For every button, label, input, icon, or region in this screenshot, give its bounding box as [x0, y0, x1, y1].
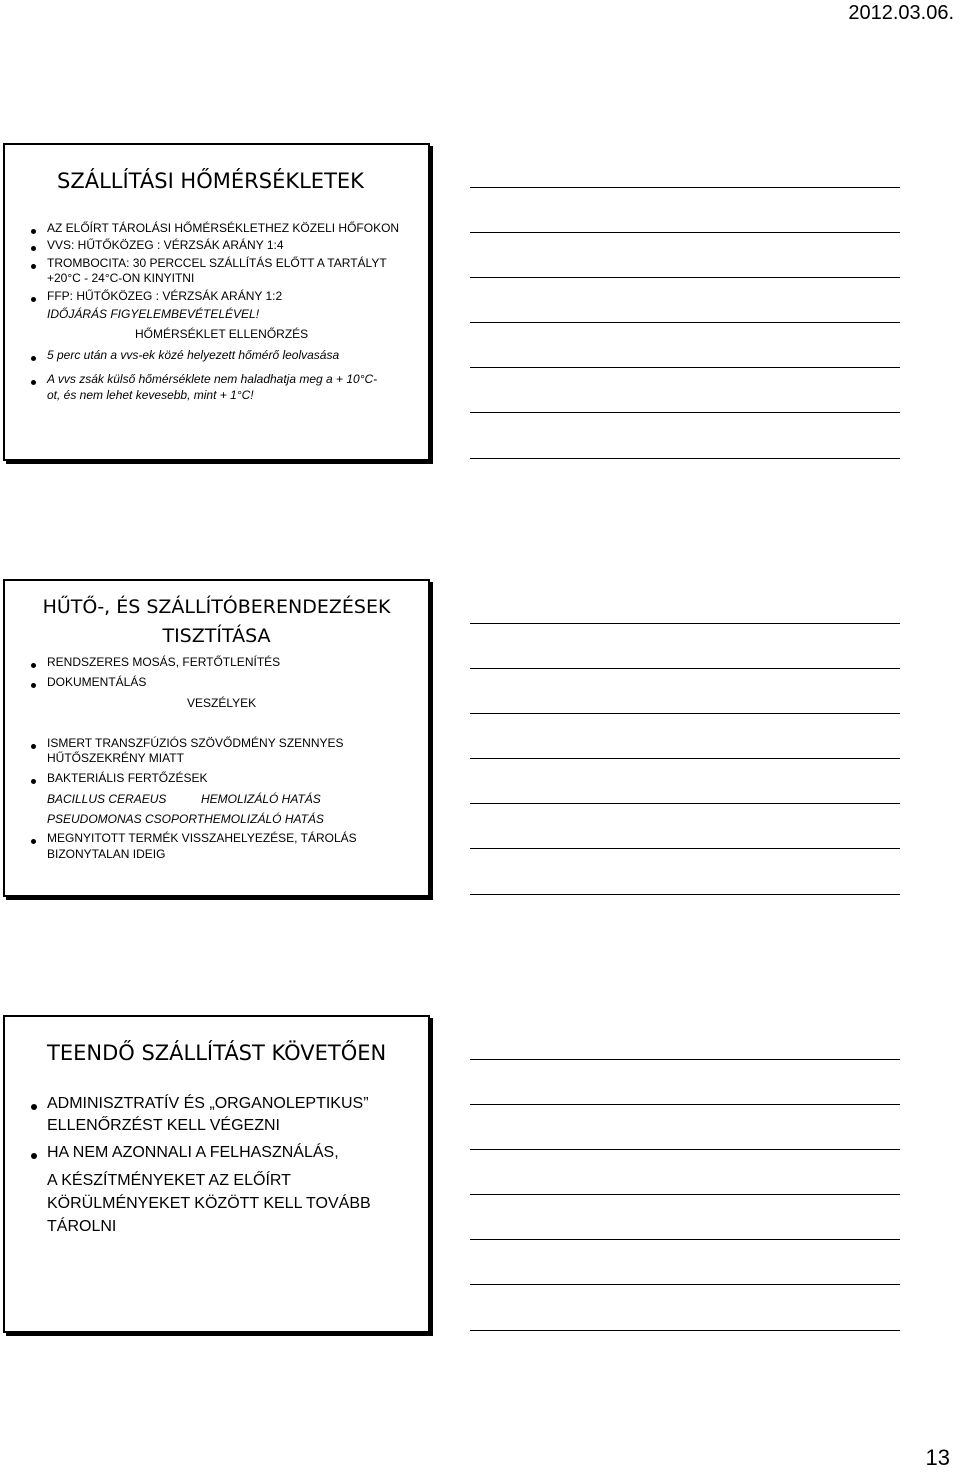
- note-line: [470, 1194, 900, 1195]
- note-line: [470, 713, 900, 714]
- note-line: [470, 1104, 900, 1105]
- note-line: [470, 1059, 900, 1060]
- slide-2: [3, 579, 430, 897]
- slide-2-title-line1: HŰTŐ-, ÉS SZÁLLÍTÓBERENDEZÉSEK: [42, 596, 391, 618]
- note-line: [470, 848, 900, 849]
- slide-3-item: ADMINISZTRATÍV ÉS „ORGANOLEPTIKUS”: [47, 1095, 369, 1112]
- slide-3-item: HA NEM AZONNALI A FELHASZNÁLÁS,: [47, 1144, 339, 1161]
- slide-3: [3, 1015, 430, 1333]
- slide-1-item: TROMBOCITA: 30 PERCCEL SZÁLLÍTÁS ELŐTT A TARTÁLYT: [47, 256, 387, 270]
- slide-1-title: SZÁLLÍTÁSI HŐMÉRSÉKLETEK: [57, 169, 364, 193]
- slide-1-item: A vvs zsák külső hőmérséklete nem haladhatja meg a + 10°C-: [47, 372, 378, 386]
- slide-2-item: MEGNYITOTT TERMÉK VISSZAHELYEZÉSE, TÁROLÁS: [47, 831, 357, 845]
- bullet-icon: [31, 356, 36, 361]
- slide-2-subheading: VESZÉLYEK: [187, 696, 257, 710]
- slide-3-item: KÖRÜLMÉNYEKET KÖZÖTT KELL TOVÁBB: [47, 1195, 371, 1212]
- slide-1-item: FFP: HŰTŐKÖZEG : VÉRZSÁK ARÁNY 1:2: [47, 289, 283, 303]
- note-line: [470, 187, 900, 188]
- slide-1-subheading: HŐMÉRSÉKLET ELLENŐRZÉS: [135, 327, 309, 341]
- slide-2-item: HEMOLIZÁLÓ HATÁS: [201, 792, 321, 806]
- page-date: 2012.03.06.: [848, 2, 954, 24]
- slide-2-title-line2: TISZTÍTÁSA: [162, 625, 271, 647]
- note-line: [470, 367, 900, 368]
- slide-2-item: BACILLUS CERAEUS: [47, 792, 167, 806]
- note-line: [470, 894, 900, 895]
- slide-1-item: 5 perc után a vvs-ek közé helyezett hőmérő leolvasása: [47, 348, 340, 362]
- bullet-icon: [31, 663, 36, 668]
- note-line: [470, 758, 900, 759]
- slide-2-item: RENDSZERES MOSÁS, FERTŐTLENÍTÉS: [47, 655, 281, 669]
- slide-2-item: PSEUDOMONAS CSOPORTHEMOLIZÁLÓ HATÁS: [47, 812, 324, 826]
- note-line: [470, 1284, 900, 1285]
- page-number: 13: [925, 1445, 950, 1470]
- slide-1-item: VVS: HŰTŐKÖZEG : VÉRZSÁK ARÁNY 1:4: [47, 238, 284, 252]
- slide-1-item: AZ ELŐÍRT TÁROLÁSI HŐMÉRSÉKLETHEZ KÖZELI HŐFOKON: [47, 221, 400, 235]
- note-line: [470, 232, 900, 233]
- slide-2-item: DOKUMENTÁLÁS: [47, 675, 147, 689]
- slide-1: [3, 143, 430, 461]
- note-line: [470, 668, 900, 669]
- slide-2-item: ISMERT TRANSZFÚZIÓS SZÖVŐDMÉNY SZENNYES: [47, 736, 344, 750]
- bullet-icon: [31, 744, 36, 749]
- note-line: [470, 458, 900, 459]
- bullet-icon: [31, 1104, 37, 1110]
- bullet-icon: [31, 839, 36, 844]
- note-line: [470, 803, 900, 804]
- bullet-icon: [31, 297, 36, 302]
- slide-1-item: +20°C - 24°C-ON KINYITNI: [47, 271, 195, 285]
- note-line: [470, 1330, 900, 1331]
- note-line: [470, 1239, 900, 1240]
- bullet-icon: [31, 683, 36, 688]
- slide-2-item: BIZONYTALAN IDEIG: [47, 847, 166, 861]
- bullet-icon: [31, 1153, 37, 1159]
- note-line: [470, 623, 900, 624]
- bullet-icon: [31, 380, 36, 385]
- slide-3-title: TEENDŐ SZÁLLÍTÁST KÖVETŐEN: [47, 1041, 387, 1065]
- slide-3-item: TÁROLNI: [47, 1218, 117, 1235]
- slide-2-title: [5, 593, 428, 651]
- slide-1-item: ot, és nem lehet kevesebb, mint + 1°C!: [47, 388, 254, 402]
- note-line: [470, 1149, 900, 1150]
- bullet-icon: [31, 229, 36, 234]
- slide-3-item: A KÉSZÍTMÉNYEKET AZ ELŐÍRT: [47, 1172, 291, 1189]
- slide-2-item: HŰTŐSZEKRÉNY MIATT: [47, 751, 184, 765]
- slide-3-item: ELLENŐRZÉST KELL VÉGEZNI: [47, 1117, 280, 1134]
- note-line: [470, 277, 900, 278]
- slide-1-item: IDŐJÁRÁS FIGYELEMBEVÉTELÉVEL!: [47, 307, 260, 321]
- bullet-icon: [31, 779, 36, 784]
- note-line: [470, 412, 900, 413]
- bullet-icon: [31, 264, 36, 269]
- note-line: [470, 322, 900, 323]
- bullet-icon: [31, 246, 36, 251]
- slide-2-item: BAKTERIÁLIS FERTŐZÉSEK: [47, 771, 208, 785]
